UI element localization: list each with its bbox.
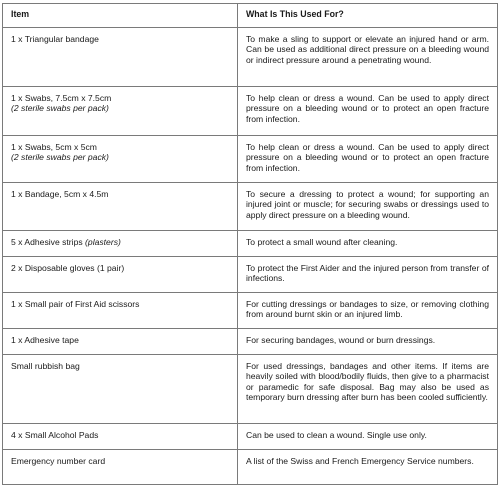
table-row	[3, 87, 498, 136]
table-row	[3, 293, 498, 329]
item-cell	[3, 87, 238, 136]
item-cell	[3, 136, 238, 183]
item-name: 1 x Bandage, 5cm x 4.5m	[11, 189, 109, 199]
use-cell: A list of the Swiss and French Emergency Service numbers.	[238, 450, 498, 485]
table-row	[3, 231, 498, 257]
item-cell	[3, 450, 238, 485]
use-cell: To help clean or dress a wound. Can be used to apply direct pressure on a bleeding wound or to protect an open fracture from infection.	[238, 136, 498, 183]
item-cell	[3, 293, 238, 329]
item-cell	[3, 28, 238, 87]
item-name: 2 x Disposable gloves (1 pair)	[11, 263, 125, 273]
item-name: Small rubbish bag	[11, 361, 80, 371]
item-cell	[3, 329, 238, 355]
first-aid-kit-table	[2, 3, 498, 485]
use-cell: To make a sling to support or elevate an injured hand or arm. Can be used as additional direct pressure on a bleeding wound or indirect pressure around a penetrating wound.	[238, 28, 498, 87]
table-row	[3, 450, 498, 485]
table-row	[3, 183, 498, 231]
item-note: (2 sterile swabs per pack)	[11, 152, 109, 163]
item-cell	[3, 183, 238, 231]
table-row	[3, 28, 498, 87]
header-item: Item	[3, 4, 238, 28]
use-cell: To protect the First Aider and the injured person from transfer of infections.	[238, 257, 498, 293]
item-name: 1 x Small pair of First Aid scissors	[11, 299, 140, 309]
item-cell	[3, 355, 238, 424]
table-row	[3, 355, 498, 424]
item-name: 1 x Swabs, 7.5cm x 7.5cm	[11, 93, 112, 103]
header-use: What Is This Used For?	[238, 4, 498, 28]
table-row	[3, 329, 498, 355]
use-cell: For cutting dressings or bandages to size, or removing clothing from around burnt skin or an injured limb.	[238, 293, 498, 329]
item-cell	[3, 257, 238, 293]
use-cell: Can be used to clean a wound. Single use only.	[238, 424, 498, 450]
item-name: 4 x Small Alcohol Pads	[11, 430, 99, 440]
table-row	[3, 424, 498, 450]
table-header-row	[3, 4, 498, 28]
item-cell	[3, 424, 238, 450]
item-note: (2 sterile swabs per pack)	[11, 103, 109, 114]
item-cell	[3, 231, 238, 257]
table-row	[3, 136, 498, 183]
use-cell: For used dressings, bandages and other items. If items are heavily soiled with blood/bodily fluids, then give to a pharmacist or paramedic for safe disposal. Bag may also be used as temporary burn dressing after burn has been cooled sufficiently.	[238, 355, 498, 424]
item-name: 1 x Swabs, 5cm x 5cm	[11, 142, 97, 152]
item-note: (plasters)	[85, 237, 121, 247]
use-cell: To secure a dressing to protect a wound; for supporting an injured joint or muscle; for securing swabs or dressings used to apply direct pressure on a bleeding wound.	[238, 183, 498, 231]
item-name: 5 x Adhesive strips	[11, 237, 83, 247]
item-name: 1 x Triangular bandage	[11, 34, 99, 44]
use-cell: For securing bandages, wound or burn dressings.	[238, 329, 498, 355]
table-row	[3, 257, 498, 293]
use-cell: To protect a small wound after cleaning.	[238, 231, 498, 257]
use-cell: To help clean or dress a wound. Can be used to apply direct pressure on a bleeding wound or to protect an open fracture from infection.	[238, 87, 498, 136]
item-name: Emergency number card	[11, 456, 106, 466]
item-name: 1 x Adhesive tape	[11, 335, 79, 345]
